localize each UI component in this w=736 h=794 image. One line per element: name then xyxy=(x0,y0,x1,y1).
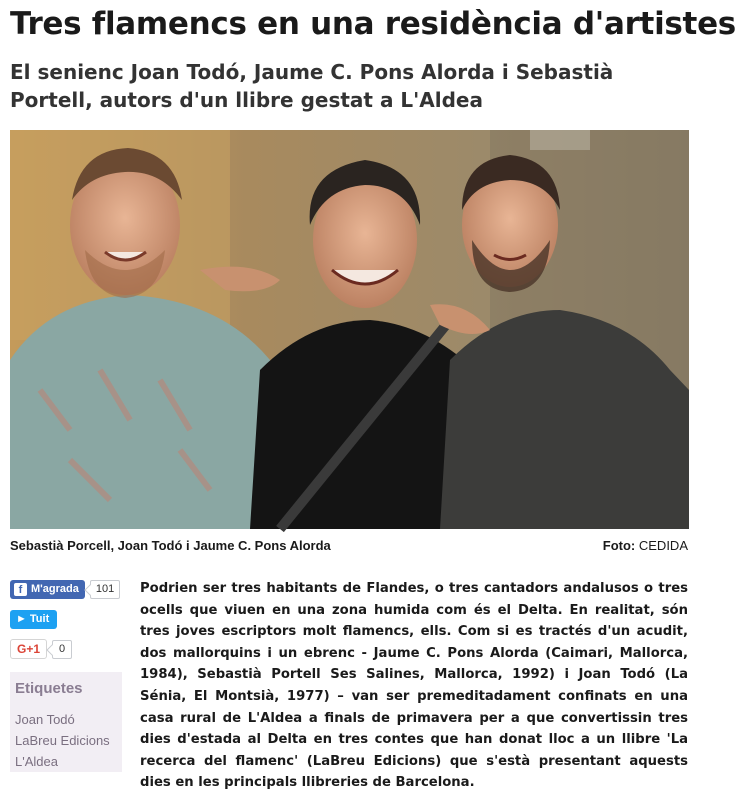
gplus-row xyxy=(10,638,120,660)
photo-credit-value: CEDIDA xyxy=(638,538,688,553)
social-share-bar xyxy=(10,578,120,668)
twitter-tweet-label: Tuit xyxy=(29,613,50,625)
tags-title: Etiquetes xyxy=(15,680,83,697)
tags-box xyxy=(10,672,122,772)
facebook-like-button[interactable] xyxy=(10,580,85,599)
article-headline: Tres flamencs en una residència d'artistes xyxy=(10,6,736,42)
photo-credit xyxy=(603,538,688,553)
facebook-like-label: M'agrada xyxy=(31,583,79,595)
photo-credit-label: Foto: xyxy=(602,538,636,553)
gplus-button[interactable]: G+1 xyxy=(10,639,47,659)
twitter-tweet-button[interactable] xyxy=(10,610,57,629)
tag-link[interactable]: L'Aldea xyxy=(15,754,58,769)
photo-caption: Sebastià Porcell, Joan Todó i Jaume C. Pons Alorda xyxy=(10,538,331,553)
article-body: Podrien ser tres habitants de Flandes, o tres cantadors andalusos o tres ocells que viuen en una zona humida com és el Delta. En realitat, són tres joves escriptors molt flamencs, ells. Com si es tractés d'un acudit, dos mallorquins i un ebrenc - Jaume C. Pons Alorda (Caimari, Mallorca, 1984), Sebastià Portell Ses Salines, Mallorca, 1992) i Joan Todó (La Sénia, El Montsià, 1977) – van ser premeditadament confinats en una casa rural de L'Aldea a finals de primavera per a que convertissin tres dies d'estada al Delta en tres contes que han donat lloc a un llibre 'La recerca del flamenc' (LaBreu Edicions) que s'està presentant aquests dies en les principals llibreries de Barcelona. xyxy=(140,581,688,791)
gplus-count: 0 xyxy=(52,640,72,659)
photo-illustration xyxy=(10,130,689,529)
facebook-like-count: 101 xyxy=(90,580,120,599)
article-subheadline: El senienc Joan Todó, Jaume C. Pons Alorda i Sebastià Portell, autors d'un llibre gestat a L'Aldea xyxy=(10,60,614,112)
facebook-icon: f xyxy=(14,583,27,596)
facebook-like-row xyxy=(10,578,120,600)
bird-icon: ► xyxy=(16,613,27,625)
tag-link[interactable]: LaBreu Edicions xyxy=(15,733,110,748)
tag-link[interactable]: Joan Todó xyxy=(15,712,75,727)
twitter-row xyxy=(10,608,120,630)
article-photo xyxy=(10,130,689,529)
